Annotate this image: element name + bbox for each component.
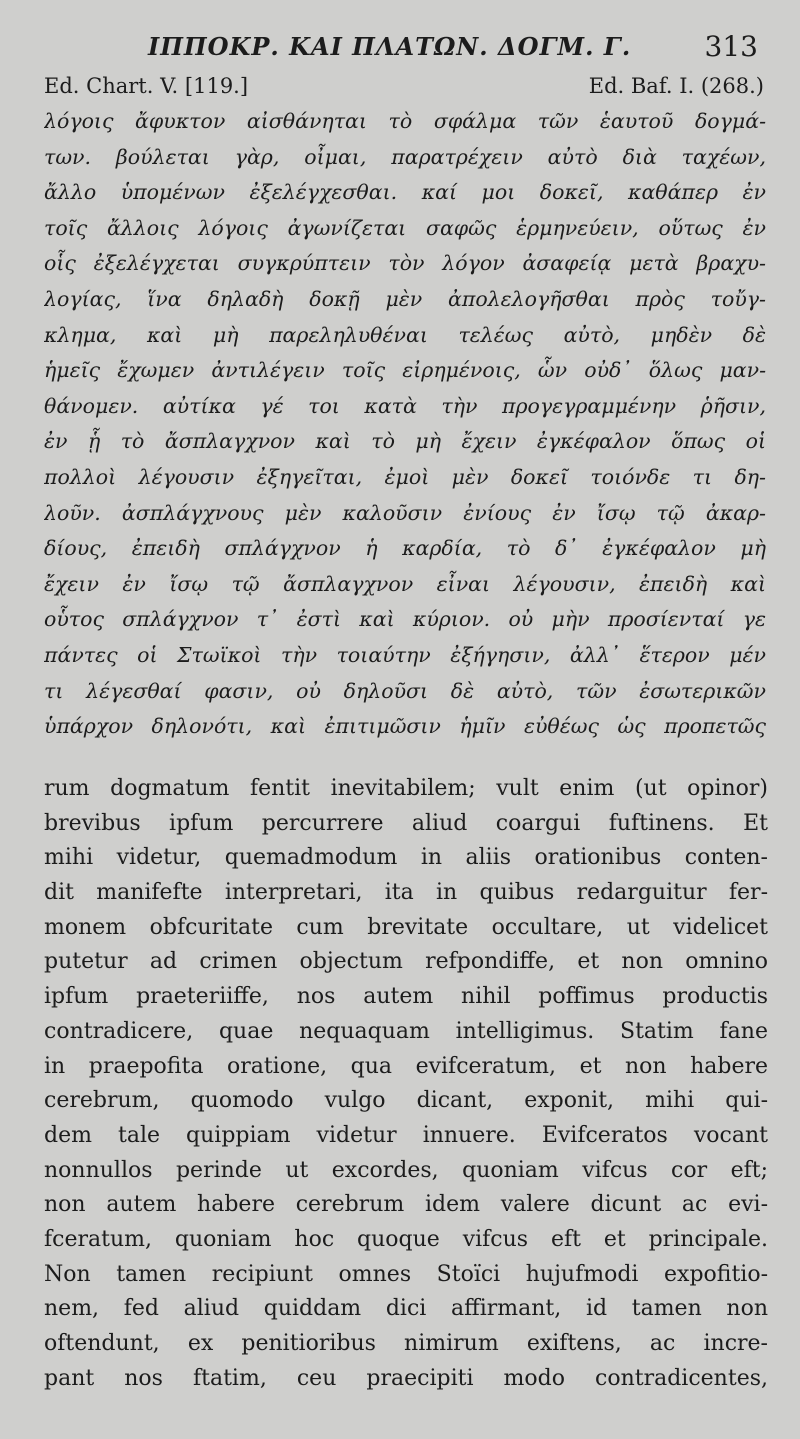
latin-text-line: mihi videtur, quemadmodum in aliis orationibus conten- [44,845,768,871]
latin-text-line: ipfum praeteriiffe, nos autem nihil poffimus productis [44,984,768,1010]
greek-text-line: τοῖς ἄλλοις λόγοις ἀγωνίζεται σαφῶς ἑρμηνεύειν, οὕτως ἐν [44,215,766,240]
greek-text-line: των. βούλεται γὰρ, οἶμαι, παρατρέχειν αὐτὸ διὰ ταχέων, [44,144,766,169]
greek-text-line: ἐν ᾗ τὸ ἄσπλαγχνον καὶ τὸ μὴ ἔχειν ἐγκέφαλον ὅπως οἱ [44,429,766,454]
greek-text-line: πάντες οἱ Στωϊκοὶ τὴν τοιαύτην ἐξήγησιν, ἀλλ᾽ ἕτερον μέν [44,642,766,667]
running-title: ΙΠΠΟΚΡ. ΚΑΙ ΠΛΑΤΩΝ. ΔΟΓΜ. Γ. [148,32,632,61]
greek-text-line: λόγοις ἄφυκτον αἰσθάνηται τὸ σφάλμα τῶν ἑαυτοῦ δογμά- [44,109,766,133]
greek-text-line: ἔχειν ἐν ἴσῳ τῷ ἄσπλαγχνον εἶναι λέγουσιν, ἐπειδὴ καὶ [44,571,766,596]
greek-text-line: κλημα, καὶ μὴ παρεληλυθέναι τελέως αὐτὸ, μηδὲν δὲ [44,322,766,347]
latin-text-line: fceratum, quoniam hoc quoque vifcus eft et principale. [44,1226,768,1252]
greek-text-line: τι λέγεσθαί φασιν, οὐ δηλοῦσι δὲ αὐτὸ, τῶν ἐσωτερικῶν [44,678,766,703]
running-head [0,30,800,70]
latin-text-line: pant nos ftatim, ceu praecipiti modo contradicentes, [44,1365,768,1391]
latin-text-line: in praepofita oratione, qua evifceratum, et non habere [44,1053,768,1079]
latin-text-line: monem obfcuritate cum brevitate occultare, ut videlicet [44,914,768,940]
latin-text-line: brevibus ipfum percurrere aliud coargui fuftinens. Et [44,810,768,836]
greek-text-block [44,104,766,745]
latin-text-line: dit manifefte interpretari, ita in quibus redarguitur fer- [44,880,768,906]
greek-text-line: ἡμεῖς ἔχωμεν ἀντιλέγειν τοῖς εἰρημένοις, ὧν οὐδ᾽ ὅλως μαν- [44,358,766,383]
latin-text-line: dem tale quippiam videtur innuere. Evifceratos vocant [44,1122,768,1148]
greek-text-line: δίους, ἐπειδὴ σπλάγχνον ἡ καρδία, τὸ δ᾽ ἐγκέφαλον μὴ [44,536,766,561]
edition-reference-right: Ed. Baf. I. (268.) [588,74,764,98]
latin-text-line: cerebrum, quomodo vulgo dicant, exponit, mihi qui- [44,1088,768,1114]
greek-text-line: λογίας, ἵνα δηλαδὴ δοκῇ μὲν ἀπολελογῆσθαι πρὸς τοὔγ- [44,286,766,311]
greek-text-line: οἷς ἐξελέγχεται συγκρύπτειν τὸν λόγον ἀσαφείᾳ μετὰ βραχυ- [44,251,766,276]
latin-text-line: putetur ad crimen objectum refpondiffe, et non omnino [44,949,768,975]
greek-text-line: θάνομεν. αὐτίκα γέ τοι κατὰ τὴν προγεγραμμένην ῥῆσιν, [44,393,766,418]
greek-text-line: ὑπάρχον δηλονότι, καὶ ἐπιτιμῶσιν ἡμῖν εὐθέως ὡς προπετῶς [44,714,766,739]
greek-text-line: ἄλλο ὑπομένων ἐξελέγχεσθαι. καί μοι δοκεῖ, καθάπερ ἐν [44,180,766,205]
latin-text-line: non autem habere cerebrum idem valere dicunt ac evi- [44,1192,768,1218]
latin-text-line: nem, fed aliud quiddam dici affirmant, id tamen non [44,1296,768,1322]
greek-text-line: πολλοὶ λέγουσιν ἐξηγεῖται, ἐμοὶ μὲν δοκεῖ τοιόνδε τι δη- [44,464,766,489]
latin-text-line: Non tamen recipiunt omnes Stoïci hujufmodi expofitio- [44,1261,768,1287]
latin-text-line: contradicere, quae nequaquam intelligimus. Statim fane [44,1018,768,1044]
greek-text-line: λοῦν. ἀσπλάγχνους μὲν καλοῦσιν ἐνίους ἐν ἴσῳ τῷ ἀκαρ- [44,500,766,525]
greek-text-line: οὗτος σπλάγχνον τ᾽ ἐστὶ καὶ κύριον. οὐ μὴν προσίενταί γε [44,607,766,632]
latin-text-line: nonnullos perinde ut excordes, quoniam vifcus cor eft; [44,1157,768,1183]
edition-reference-left: Ed. Chart. V. [119.] [44,74,249,98]
page-number: 313 [704,30,758,63]
latin-text-block [44,772,768,1396]
latin-text-line: rum dogmatum fentit inevitabilem; vult enim (ut opinor) [44,776,768,801]
latin-text-line: oftendunt, ex penitioribus nimirum exiftens, ac incre- [44,1331,768,1356]
